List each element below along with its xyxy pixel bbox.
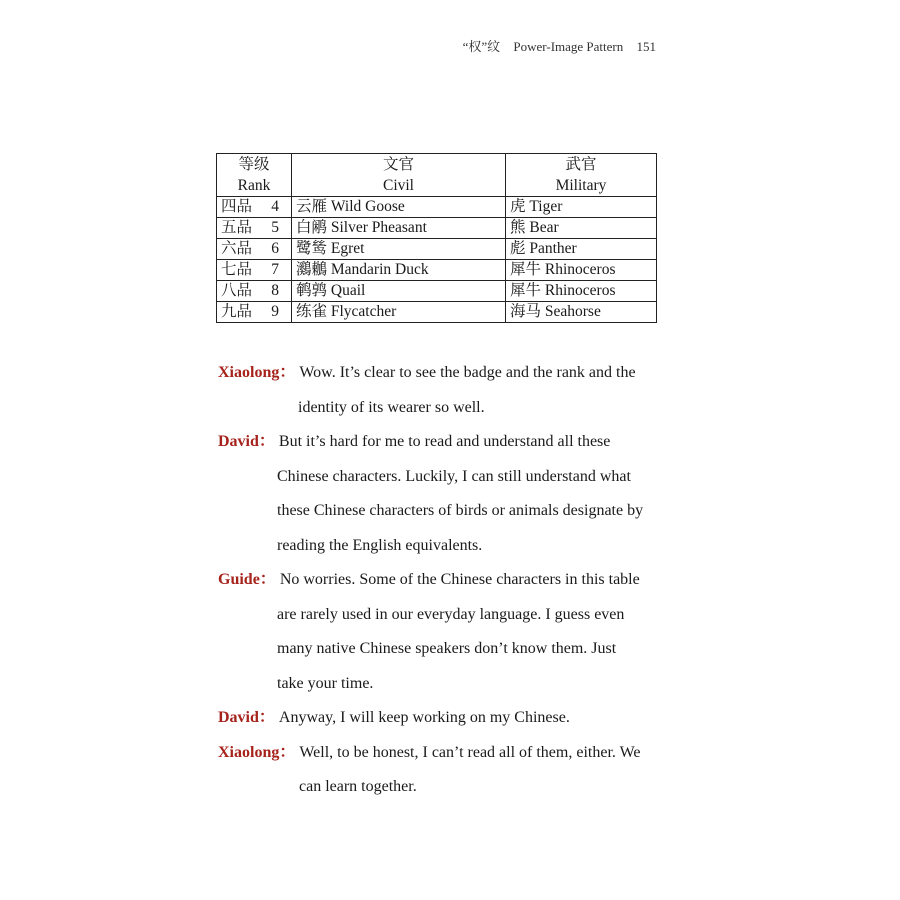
rank-badge-table [216, 153, 657, 323]
dialogue-line [218, 701, 663, 736]
rank-number: 5 [271, 219, 279, 236]
table-header-row [217, 154, 657, 197]
speaker-name: David [218, 709, 259, 726]
header-title-en: Power-Image Pattern [513, 39, 624, 54]
rank-cell [217, 239, 292, 260]
rank-number: 7 [271, 261, 279, 278]
header-rank-zh: 等级 [238, 156, 270, 173]
line-text: Wow. It’s clear to see the badge and the rank and the [299, 364, 636, 381]
table-row [217, 260, 657, 281]
rank-zh: 九品 [221, 303, 253, 320]
header-civil-en: Civil [382, 177, 414, 194]
rank-number: 4 [271, 198, 279, 215]
rank-zh: 六品 [221, 240, 253, 257]
page-number: 151 [636, 39, 656, 54]
header-rank [217, 154, 292, 197]
civil-cell: 练雀 Flycatcher [292, 302, 506, 323]
rank-number: 6 [271, 240, 279, 257]
military-cell: 犀牛 Rhinoceros [506, 281, 657, 302]
line-text: Well, to be honest, I can’t read all of them, either. We [299, 743, 641, 761]
dialogue-turn-david [218, 701, 663, 736]
rank-number: 8 [271, 282, 279, 299]
dialogue-line: take your time. [277, 674, 374, 692]
table-row [217, 239, 657, 260]
dialogue-line: Chinese characters. Luckily, I can still understand what [277, 467, 631, 485]
header-military-zh: 武官 [565, 156, 597, 173]
line-text: Anyway, I will keep working on my Chinese. [278, 709, 570, 726]
civil-cell: 云雁 Wild Goose [292, 197, 506, 218]
speaker-name: Xiaolong [218, 743, 280, 761]
dialogue-line [218, 356, 663, 391]
dialogue-line: many native Chinese speakers don’t know them. Just [277, 640, 617, 657]
military-cell: 犀牛 Rhinoceros [506, 260, 657, 281]
dialogue-line [218, 563, 663, 598]
dialogue-turn-guide [218, 563, 663, 701]
civil-cell: 鹭鸶 Egret [292, 239, 506, 260]
civil-cell: 鸂鶒 Mandarin Duck [292, 260, 506, 281]
header-civil-zh: 文官 [382, 156, 414, 173]
civil-cell: 白鹇 Silver Pheasant [292, 218, 506, 239]
running-header [463, 36, 656, 55]
dialogue-turn-xiaolong [218, 356, 663, 425]
speaker-name: David [218, 433, 259, 450]
military-cell: 虎 Tiger [506, 197, 657, 218]
rank-number: 9 [271, 303, 279, 320]
dialogue-turn-xiaolong [218, 736, 663, 805]
dialogue-line: are rarely used in our everyday language. I guess even [277, 605, 625, 623]
dialogue-line [218, 425, 663, 460]
rank-cell [217, 260, 292, 281]
military-cell: 海马 Seahorse [506, 302, 657, 323]
speaker-colon: ： [279, 743, 296, 761]
speaker-colon: ： [279, 364, 296, 381]
table-row [217, 302, 657, 323]
military-cell: 彪 Panther [506, 239, 657, 260]
rank-cell [217, 281, 292, 302]
dialogue-line: these Chinese characters of birds or animals designate by [277, 502, 644, 519]
line-text: But it’s hard for me to read and understand all these [278, 433, 611, 450]
speaker-colon: ： [259, 571, 276, 588]
speaker-name: Guide [218, 571, 260, 588]
speaker-colon: ： [258, 433, 275, 450]
header-military [506, 154, 657, 197]
rank-cell [217, 218, 292, 239]
dialogue-line: can learn together. [299, 778, 417, 795]
dialogue-line: reading the English equivalents. [277, 536, 483, 554]
table-row [217, 281, 657, 302]
rank-cell [217, 197, 292, 218]
rank-cell [217, 302, 292, 323]
speaker-name: Xiaolong [218, 364, 280, 381]
speaker-colon: ： [258, 709, 275, 726]
civil-cell: 鹌鹑 Quail [292, 281, 506, 302]
table-row [217, 197, 657, 218]
dialogue-turn-david [218, 425, 663, 563]
header-rank-en: Rank [237, 177, 271, 194]
rank-zh: 四品 [221, 198, 253, 215]
military-cell: 熊 Bear [506, 218, 657, 239]
dialogue-line [218, 736, 663, 771]
dialogue [218, 356, 663, 805]
header-military-en: Military [555, 177, 607, 194]
rank-zh: 五品 [221, 219, 253, 236]
line-text: No worries. Some of the Chinese characters in this table [279, 571, 640, 588]
rank-zh: 七品 [221, 261, 253, 278]
table-row [217, 218, 657, 239]
rank-zh: 八品 [221, 282, 253, 299]
header-title-zh: “权”纹 [462, 39, 501, 54]
header-civil [292, 154, 506, 197]
dialogue-line: identity of its wearer so well. [298, 398, 485, 416]
